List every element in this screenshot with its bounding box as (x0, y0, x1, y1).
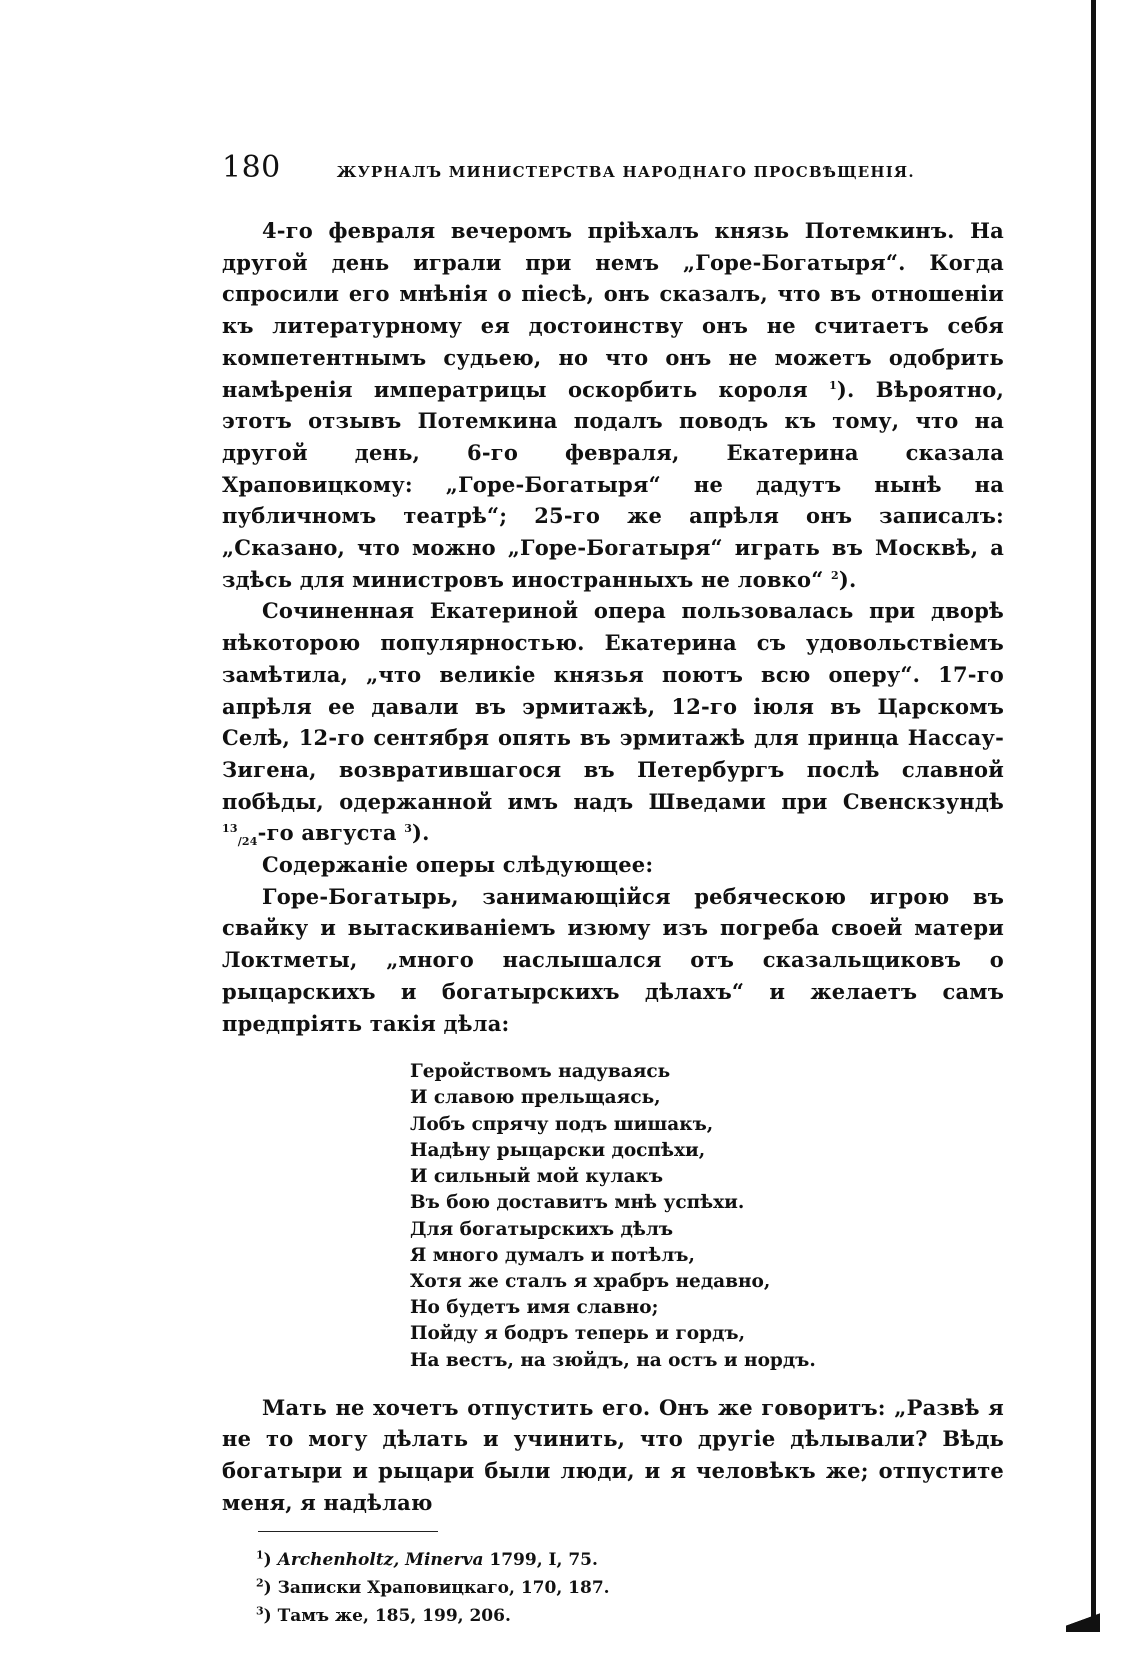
paragraph-2-text-c: ). (412, 820, 430, 846)
footnote-source: Archenholtz, Minerva (277, 1550, 484, 1571)
poem-line: И сильный мой кулакъ (410, 1166, 664, 1188)
book-spine-foot (1066, 1610, 1100, 1632)
footnote-3: $^3$) Тамъ же, 185, 199, 206. (256, 1604, 511, 1627)
date-fraction-top: 13 (222, 822, 238, 836)
page-number: 180 (222, 150, 281, 185)
poem-line: На вестъ, на зюйдъ, на остъ и нордъ. (410, 1349, 816, 1371)
footnote-ref-3: 3 (404, 822, 413, 836)
poem-line: Надѣну рыцарски доспѣхи, (410, 1139, 706, 1161)
poem-line: Но будетъ имя славно; (410, 1297, 659, 1319)
poem-line: Геройствомъ надуваясь (410, 1061, 671, 1083)
paragraph-5: Мать не хочетъ отпустить его. Онъ же говоритъ: „Развѣ я не то могу дѣлать и учинить, что другіе дѣлывали? Вѣдь богатыри и рыцари были люди, и я человѣкъ же; отпустите меня, я надѣлаю (222, 1394, 1004, 1515)
poem-block (410, 1059, 1004, 1373)
page-header (222, 150, 1004, 185)
paragraph-1-text-b: ). Вѣроятно, этотъ отзывъ Потемкина подалъ поводъ къ тому, что на другой день, 6-го февраля, Екатерина сказала Храповицкому: „Горе-Богатыря“ не дадутъ нынѣ на публичномъ театрѣ“; 25-го же апрѣля онъ записалъ: „Сказано, что можно „Горе-Богатыря“ играть въ Москвѣ, а здѣсь для министровъ иностранныхъ не ловко“ (222, 376, 1004, 592)
poem-line: Для богатырскихъ дѣлъ (410, 1218, 674, 1240)
poem-line: Лобъ спрячу подъ шишакъ, (410, 1113, 714, 1135)
poem-line: Въ бою доставитъ мнѣ успѣхи. (410, 1192, 745, 1214)
paragraph-1 (222, 215, 1004, 595)
poem-line: Пойду я бодръ теперь и гордъ, (410, 1323, 746, 1345)
footnote-ref-1: 1 (829, 378, 837, 392)
footnote-1: $^1$) Archenholtz, Minerva 1799, I, 75. (256, 1548, 598, 1571)
footnote-ref-2: 2 (831, 568, 839, 582)
paragraph-2-text-a: Сочиненная Екатериной опера пользовалась при дворѣ нѣкоторою популярностью. Екатерина съ удовольствіемъ замѣтила, „что великіе князья поютъ всю оперу“. 17-го апрѣля ее давали въ эрмитажѣ, 12-го іюля въ Царскомъ Селѣ, 12-го сентября опять въ эрмитажѣ для принца Нассау-Зигена, возвратившагося въ Петербургъ послѣ славной побѣды, одержанной имъ надъ Шведами при Свенскзундѣ (222, 598, 1004, 814)
poem-line: Я много думалъ и потѣлъ, (410, 1244, 695, 1266)
footnote-mark: 2 (256, 1576, 264, 1590)
paragraph-4: Горе-Богатырь, занимающійся ребяческою игрою въ свайку и вытаскиваніемъ изюму изъ погреба своей матери Локтметы, „много наслышался отъ сказальщиковъ о рыцарскихъ и богатырскихъ дѣлахъ“ и желаетъ самъ предпріять такія дѣла: (222, 883, 1004, 1036)
page-body (222, 150, 1004, 1630)
book-spine-edge (1091, 0, 1096, 1628)
footnote-2: $^2$) Записки Храповицкаго, 170, 187. (256, 1576, 610, 1599)
poem-line: Хотя же сталъ я храбръ недавно, (410, 1270, 771, 1292)
date-fraction-bottom: /24 (237, 835, 258, 849)
footnote-mark: 1 (256, 1548, 264, 1562)
poem-line: И славою прельщаясь, (410, 1087, 661, 1109)
paragraph-1-text-c: ). (838, 566, 857, 592)
paragraph-3: Содержаніе оперы слѣдующее: (262, 852, 654, 878)
footnote-mark: 3 (256, 1604, 264, 1618)
paragraph-2 (222, 595, 1004, 849)
footnote-separator (258, 1531, 438, 1533)
footnote-text: 1799, I, 75. (483, 1550, 598, 1571)
running-title: ЖУРНАЛЪ МИНИСТЕРСТВА НАРОДНАГО ПРОСВѢЩЕНІЯ. (336, 163, 915, 181)
footnote-text: Тамъ же, 185, 199, 206. (277, 1606, 511, 1627)
paragraph-2-text-b: -го августа (257, 820, 405, 846)
paragraph-1-text-a: 4-го февраля вечеромъ пріѣхалъ князь Потемкинъ. На другой день играли при немъ „Горе-Богатыря“. Когда спросили его мнѣнія о піесѣ, онъ сказалъ, что въ отношеніи къ литературному ея достоинству онъ не считаетъ себя компетентнымъ судьею, но что онъ не можетъ одобрить намѣренія императрицы оскорбить короля (222, 218, 1004, 402)
footnote-text: Записки Храповицкаго, 170, 187. (277, 1578, 610, 1599)
